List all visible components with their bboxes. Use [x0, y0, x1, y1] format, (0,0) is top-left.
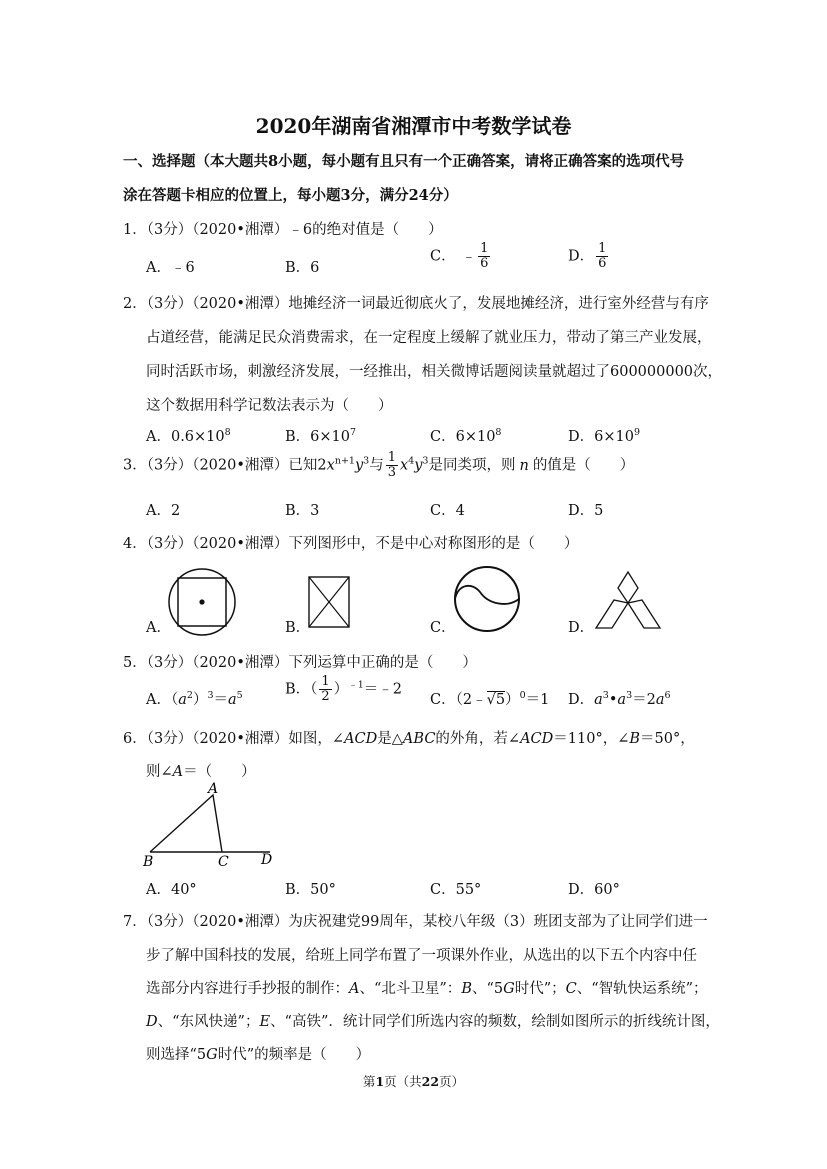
- q1-option-b: B．6: [285, 260, 320, 276]
- q3-stem: 3．（3分）（2020•湘潭）已知$2x^{n+1}y^3$与 $\frac{1}{3}$ $x^4y^3$是同类项，则 n 的值是（ ）: [123, 450, 635, 480]
- q4-option-a: A．: [146, 620, 171, 636]
- q4-figure-c-yin-yang: [452, 564, 522, 634]
- q5-option-a: A．$(a^2)^3=a^5$: [146, 690, 243, 708]
- q7-line3: 选部分内容进行手抄报的制作：A、“北斗卫星”：B、“5G时代”；C、“智轨快运系统”；: [146, 981, 708, 997]
- q4-figure-d-three-diamonds: [592, 570, 664, 632]
- q4-stem: 4．（3分）（2020•湘潭）下列图形中，不是中心对称图形的是（ ）: [123, 536, 579, 552]
- q6-triangle-figure: [140, 782, 280, 870]
- q2-option-d: D．$6\times 10^9$: [568, 427, 640, 445]
- q6-point-c-label: C: [218, 854, 229, 870]
- q3-option-d: D．5: [568, 503, 604, 519]
- q4-figure-a-circle-square: [166, 566, 238, 638]
- q3-option-c: C．4: [430, 503, 465, 519]
- q4-option-c: C．: [430, 620, 456, 636]
- q7-line1: 7．（3分）（2020•湘潭）为庆祝建党99周年，某校八年级（3）班团支部为了让同学们进一: [123, 914, 708, 930]
- q7-line4: D、“东风快递”；E、“高铁”．统计同学们所选内容的频数，绘制如图所示的折线统计图，: [146, 1014, 720, 1030]
- q5-stem: 5．（3分）（2020•湘潭）下列运算中正确的是（ ）: [123, 655, 477, 671]
- q5-option-c: C．（2﹣√5）$^0$＝1: [430, 690, 550, 708]
- q1-option-d: D． $\frac{1}{6}$: [568, 241, 607, 271]
- q2-line2: 占道经营，能满足民众消费需求，在一定程度上缓解了就业压力，带动了第三产业发展，: [146, 330, 712, 346]
- q2-line3: 同时活跃市场，刺激经济发展，一经推出，相关微博话题阅读量就超过了600000000次，: [146, 364, 723, 380]
- q4-option-d: D．: [568, 620, 595, 636]
- section-heading-line2: 涂在答题卡相应的位置上，每小题3分，满分24分）: [123, 187, 458, 204]
- q3-option-b: B．3: [285, 503, 320, 519]
- page-footer: 第1页（共22页）: [362, 1074, 465, 1089]
- q7-line5: 则选择“5G时代”的频率是（ ）: [146, 1047, 371, 1063]
- q4-option-b: B．: [285, 620, 311, 636]
- q1-stem: 1．（3分）（2020•湘潭）﹣6的绝对值是（ ）: [123, 222, 443, 238]
- q2-line1: 2．（3分）（2020•湘潭）地摊经济一词最近彻底火了，发展地摊经济，进行室外经营与有序: [123, 296, 709, 312]
- q5-option-d: D．$a^3•a^3=2a^6$: [568, 690, 671, 708]
- q6-point-d-label: D: [261, 852, 273, 868]
- q6-point-b-label: B: [143, 854, 154, 870]
- q2-option-b: B．$6\times 10^7$: [285, 427, 357, 445]
- q5-option-b: B．（ $\frac{1}{2}$ ）$^{﹣1}$＝﹣2: [285, 674, 402, 704]
- q6-option-a: A．40°: [146, 882, 197, 898]
- q6-option-b: B．50°: [285, 882, 336, 898]
- q1-option-c: C． ﹣ $\frac{1}{6}$: [430, 241, 489, 271]
- q6-line2: 则∠A＝（ ）: [146, 764, 256, 780]
- q2-line4: 这个数据用科学记数法表示为（ ）: [146, 398, 393, 414]
- q2-option-c: C．$6\times 10^8$: [430, 427, 502, 445]
- q3-option-a: A．2: [146, 503, 181, 519]
- q6-option-c: C．55°: [430, 882, 482, 898]
- q6-option-d: D．60°: [568, 882, 620, 898]
- q1-option-a: A．﹣6: [146, 260, 195, 276]
- q2-option-a: A．$0.6\times 10^8$: [146, 427, 231, 445]
- q4-figure-b-crossed-rectangle: [308, 576, 350, 628]
- section-heading-line1: 一、选择题（本大题共8小题，每小题有且只有一个正确答案，请将正确答案的选项代号: [123, 153, 685, 170]
- q7-line2: 步了解中国科技的发展，给班上同学布置了一项课外作业，从选出的以下五个内容中任: [146, 948, 697, 964]
- q6-line1: 6．（3分）（2020•湘潭）如图，∠ACD是△ABC的外角，若∠ACD＝110°，∠B＝50°，: [123, 731, 695, 747]
- q6-point-a-label: A: [208, 782, 219, 797]
- page-title: 2020年湖南省湘潭市中考数学试卷: [255, 114, 572, 138]
